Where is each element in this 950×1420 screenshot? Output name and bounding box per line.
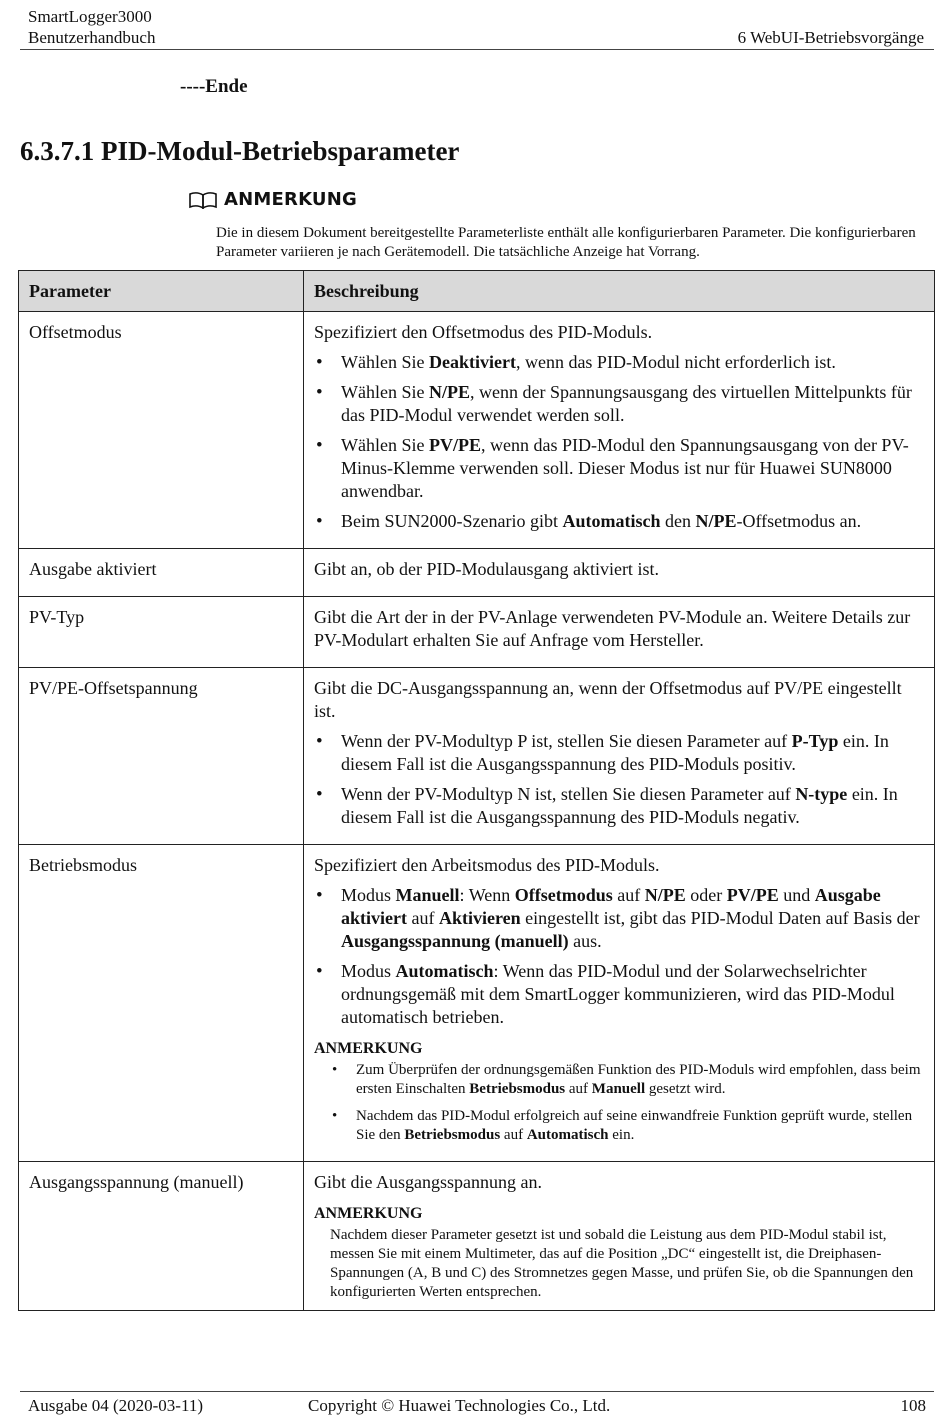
bold-term: PV/PE — [726, 885, 779, 905]
table-row — [19, 549, 935, 597]
header-product: SmartLogger3000 — [28, 7, 152, 26]
note-bullet-item — [314, 1061, 924, 1099]
bullet-item — [314, 960, 924, 1029]
bullet-item — [314, 351, 924, 374]
bullet-list — [314, 730, 924, 829]
footer-divider — [20, 1391, 934, 1392]
bold-term: N/PE — [428, 382, 470, 402]
footer-copyright: Copyright © Huawei Technologies Co., Ltd. — [308, 1396, 611, 1415]
inline-note-title: ANMERKUNG — [314, 1205, 423, 1222]
text-run: Wählen Sie — [341, 382, 429, 402]
bold-term: Offsetmodus — [514, 885, 613, 905]
description-intro: Gibt die DC-Ausgangsspannung an, wenn der Offsetmodus auf PV/PE eingestellt ist. — [314, 678, 902, 721]
text-run: Modus — [341, 961, 396, 981]
text-run: den — [660, 511, 696, 531]
bold-term: Manuell — [395, 885, 460, 905]
column-header-description: Beschreibung — [304, 271, 935, 312]
bold-term: P-Typ — [791, 731, 839, 751]
open-book-icon — [188, 191, 218, 209]
text-run: ein. — [608, 1127, 635, 1143]
description-intro: Gibt die Art der in der PV-Anlage verwendeten PV-Module an. Weitere Details zur PV-Modulart erhalten Sie auf Anfrage vom Hersteller. — [314, 607, 911, 650]
parameter-table — [18, 270, 935, 1311]
parameter-name-cell: PV-Typ — [19, 597, 304, 668]
note-bullet-list — [314, 1061, 924, 1145]
note-bullet-item — [314, 1107, 924, 1145]
bold-term: Automatisch — [395, 961, 494, 981]
header-chapter: 6 WebUI-Betriebsvorgänge — [737, 28, 924, 47]
parameter-name-cell: Ausgangsspannung (manuell) — [19, 1162, 304, 1311]
note-heading — [188, 189, 357, 210]
description-intro: Gibt an, ob der PID-Modulausgang aktiviert ist. — [314, 559, 659, 579]
inline-note — [314, 1039, 924, 1145]
bullet-list — [314, 884, 924, 1029]
header-divider — [20, 49, 934, 50]
section-title: 6.3.7.1 PID-Modul-Betriebsparameter — [20, 136, 460, 166]
parameter-description-cell — [304, 668, 935, 845]
bold-term: Aktivieren — [438, 908, 521, 928]
inline-note-title: ANMERKUNG — [314, 1040, 423, 1057]
text-run: Beim SUN2000-Szenario gibt — [341, 511, 563, 531]
note-text: Die in diesem Dokument bereitgestellte Parameterliste enthält alle konfigurierbaren Parameter. Die konfigurierbaren Parameter variieren je nach Gerätemodell. Die tatsächliche Anzeige hat Vorrang. — [216, 225, 916, 260]
bold-term: Deaktiviert — [428, 352, 516, 372]
bold-term: Ausgabe aktiviert — [341, 885, 881, 928]
description-intro: Spezifiziert den Offsetmodus des PID-Moduls. — [314, 322, 653, 342]
parameter-description-cell — [304, 312, 935, 549]
text-run: eingestellt ist, gibt das PID-Modul Daten auf Basis der — [520, 908, 920, 928]
text-run: , wenn das PID-Modul nicht erforderlich ist. — [515, 352, 836, 372]
bold-term: Betriebsmodus — [469, 1081, 566, 1097]
table-row — [19, 668, 935, 845]
table-row — [19, 597, 935, 668]
table-body — [19, 312, 935, 1311]
text-run: : Wenn das PID-Modul und der Solarwechselrichter ordnungsgemäß mit dem SmartLogger kommunizieren, wird das PID-Modul automatisch betrieben. — [341, 961, 895, 1027]
bold-term: N/PE — [695, 511, 737, 531]
bullet-item — [314, 783, 924, 829]
parameter-name-cell: Betriebsmodus — [19, 845, 304, 1162]
text-run: und — [778, 885, 815, 905]
parameter-description-cell — [304, 597, 935, 668]
parameter-description-cell — [304, 845, 935, 1162]
inline-note-text: Nachdem dieser Parameter gesetzt ist und sobald die Leistung aus dem PID-Modul stabil ist, messen Sie mit einem Multimeter, das auf die Position „DC“ eingestellt ist, die Dreiphasen-Spannungen (A, B und C) des Stromnetzes gegen Masse, und prüfen Sie, ob die Spannungen den konfigurierten Werten entsprechen. — [330, 1227, 914, 1300]
text-run: : Wenn — [459, 885, 515, 905]
table-row — [19, 845, 935, 1162]
text-run: auf — [500, 1127, 527, 1143]
text-run: , wenn das PID-Modul den Spannungsausgang von der PV-Minus-Klemme verwenden soll. Dieser Modus ist nur für Huawei SUN8000 anwendbar. — [341, 435, 909, 501]
text-run: Nachdem das PID-Modul erfolgreich auf seine einwandfreie Funktion geprüft wurde, stellen Sie den — [356, 1108, 913, 1143]
table-header-row — [19, 271, 935, 312]
table-row — [19, 312, 935, 549]
text-run: Modus — [341, 885, 396, 905]
text-run: aus. — [568, 931, 602, 951]
page-footer — [28, 1396, 926, 1416]
footer-page-number: 108 — [900, 1396, 926, 1415]
bold-term: Betriebsmodus — [404, 1127, 501, 1143]
bullet-item — [314, 434, 924, 503]
bullet-item — [314, 884, 924, 953]
bullet-list — [314, 351, 924, 533]
note-title: ANMERKUNG — [224, 189, 357, 210]
bold-term: Ausgangsspannung (manuell) — [341, 931, 569, 951]
bold-term: Automatisch — [562, 511, 661, 531]
parameter-name-cell: Offsetmodus — [19, 312, 304, 549]
header-doc-type: Benutzerhandbuch — [28, 28, 156, 47]
text-run: , wenn der Spannungsausgang des virtuellen Mittelpunkts für das PID-Modul verwendet werden soll. — [341, 382, 912, 425]
bold-term: N-type — [795, 784, 848, 804]
bullet-item — [314, 730, 924, 776]
text-run: ein. In diesem Fall ist die Ausgangsspannung des PID-Moduls negativ. — [341, 784, 898, 827]
parameter-name-cell: Ausgabe aktiviert — [19, 549, 304, 597]
page-header — [28, 6, 934, 48]
parameter-description-cell — [304, 1162, 935, 1311]
text-run: Wählen Sie — [341, 435, 429, 455]
text-run: Wenn der PV-Modultyp P ist, stellen Sie diesen Parameter auf — [341, 731, 792, 751]
text-run: Wählen Sie — [341, 352, 429, 372]
bullet-item — [314, 381, 924, 427]
text-run: oder — [685, 885, 727, 905]
text-run: gesetzt wird. — [645, 1081, 726, 1097]
text-run: Wenn der PV-Modultyp N ist, stellen Sie diesen Parameter auf — [341, 784, 796, 804]
text-run: ein. In diesem Fall ist die Ausgangsspannung des PID-Moduls positiv. — [341, 731, 889, 774]
footer-edition: Ausgabe 04 (2020-03-11) — [28, 1396, 203, 1415]
bullet-item — [314, 510, 924, 533]
text-run: -Offsetmodus an. — [736, 511, 862, 531]
bold-term: PV/PE — [428, 435, 481, 455]
bold-term: Automatisch — [526, 1127, 609, 1143]
description-intro: Spezifiziert den Arbeitsmodus des PID-Moduls. — [314, 855, 660, 875]
text-run: Zum Überprüfen der ordnungsgemäßen Funktion des PID-Moduls wird empfohlen, dass beim ersten Einschalten — [356, 1062, 921, 1097]
end-marker: ----Ende — [180, 76, 248, 97]
inline-note — [314, 1204, 924, 1302]
bold-term: N/PE — [644, 885, 686, 905]
text-run: auf — [565, 1081, 592, 1097]
text-run: auf — [612, 885, 645, 905]
text-run: auf — [406, 908, 439, 928]
parameter-description-cell — [304, 549, 935, 597]
table-row — [19, 1162, 935, 1311]
parameter-name-cell: PV/PE-Offsetspannung — [19, 668, 304, 845]
column-header-parameter: Parameter — [19, 271, 304, 312]
bold-term: Manuell — [591, 1081, 646, 1097]
description-intro: Gibt die Ausgangsspannung an. — [314, 1172, 542, 1192]
